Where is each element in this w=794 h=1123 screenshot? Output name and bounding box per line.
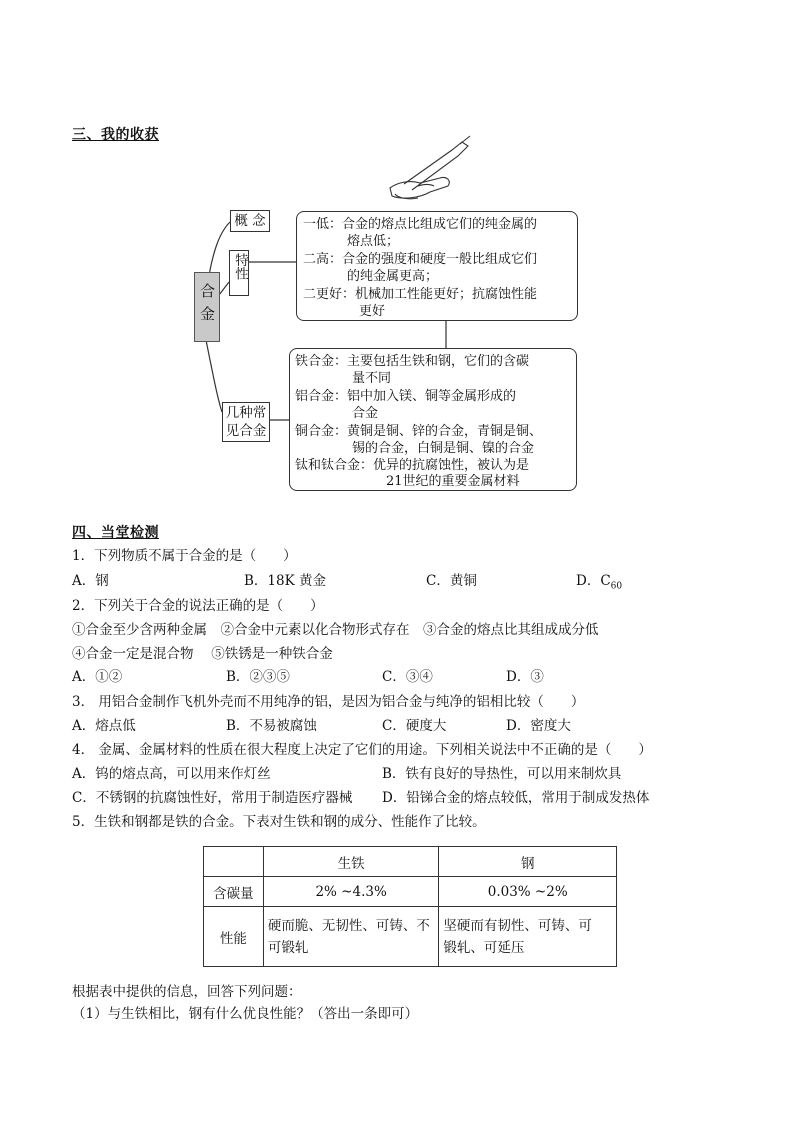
q1-option-c: C．黄铜 <box>426 573 477 589</box>
cell-steel-performance: 坚硬而有韧性、可铸、可 锻轧、可延压 <box>439 907 617 967</box>
root-node-alloy: 合金 <box>194 272 220 342</box>
q5-sub-question-1: （1）与生铁相比，钢有什么优良性能？（答出一条即可） <box>72 1006 419 1022</box>
q4-option-a: A．钨的熔点高，可以用来作灯丝 <box>72 766 271 782</box>
node-concept: 概 念 <box>230 210 270 232</box>
q1-option-b: B．18K 黄金 <box>244 573 326 589</box>
alloys-box <box>289 348 577 491</box>
cell-pig-carbon: 2% ~4.3% <box>263 877 439 907</box>
q2-statements-2: ④合金一定是混合物 ⑤铁锈是一种铁合金 <box>72 646 333 662</box>
cell-pig-performance: 硬而脆、无韧性、可铸、不 可锻轧 <box>263 907 439 967</box>
cell-steel-carbon: 0.03% ~2% <box>439 877 617 907</box>
question-3-stem: 3． 用铝合金制作飞机外壳而不用纯净的铝，是因为铝合金与纯净的铝相比较（ ） <box>72 694 585 710</box>
table-header-blank <box>204 847 264 877</box>
q4-option-b: B．铁有良好的导热性，可以用来制炊具 <box>382 766 622 782</box>
question-5-stem: 5．生铁和钢都是铁的合金。下表对生铁和钢的成分、性能作了比较。 <box>72 814 486 830</box>
alloy-copper-cont: 锡的合金，白铜是铜、镍的合金 <box>352 441 535 456</box>
node-common-alloys: 几种常见合金 <box>222 402 270 442</box>
q3-option-b: B．不易被腐蚀 <box>226 718 317 734</box>
q2-option-a: A．①② <box>72 669 123 685</box>
alloy-aluminum-cont: 合金 <box>352 406 379 421</box>
properties-box <box>296 211 578 321</box>
alloy-iron: 铁合金：主要包括生铁和钢，它们的含碳 <box>295 354 530 369</box>
question-4-stem: 4． 金属、金属材料的性质在很大程度上决定了它们的用途。下列相关说法中不正确的是（ ） <box>72 742 652 758</box>
q1-option-d: D．$C_{60}$ <box>576 573 623 592</box>
row-label-carbon: 含碳量 <box>204 877 264 907</box>
row-label-performance: 性能 <box>204 907 264 967</box>
property-better: 二更好：机械加工性能更好；抗腐蚀性能 <box>303 287 538 302</box>
property-low: 一低：合金的熔点比组成它们的纯金属的 <box>303 217 538 232</box>
question-2-stem: 2．下列关于合金的说法正确的是（ ） <box>72 598 324 614</box>
q3-option-c: C．硬度大 <box>382 718 447 734</box>
alloy-iron-cont: 量不同 <box>352 371 392 386</box>
property-low-cont: 熔点低； <box>347 234 400 249</box>
question-1-stem: 1．下列物质不属于合金的是（ ） <box>72 548 297 564</box>
node-property: 特性 <box>229 250 249 296</box>
table-header-steel: 钢 <box>439 847 617 877</box>
section-title-harvest: 三、我的收获 <box>72 127 159 143</box>
q1-option-a: A．钢 <box>72 573 109 589</box>
alloy-copper: 铜合金：黄铜是铜、锌的合金，青铜是铜、 <box>295 424 543 439</box>
property-better-cont: 更好 <box>359 304 386 319</box>
q2-statements-1: ①合金至少含两种金属 ②合金中元素以化合物形式存在 ③合金的熔点比其组成成分低 <box>72 622 599 638</box>
q2-option-b: B．②③⑤ <box>226 669 290 685</box>
table-header-row <box>204 847 617 877</box>
table-row <box>204 877 617 907</box>
alloy-titanium: 钛和钛合金：优异的抗腐蚀性，被认为是 <box>295 458 530 473</box>
q2-option-c: C．③④ <box>382 669 433 685</box>
q3-option-d: D．密度大 <box>506 718 571 734</box>
q2-option-d: D．③ <box>506 669 544 685</box>
property-high: 二高：合金的强度和硬度一般比组成它们 <box>303 252 538 267</box>
section-title-check: 四、当堂检测 <box>72 525 159 541</box>
table-header-pig-iron: 生铁 <box>263 847 439 877</box>
hand-writing-icon <box>390 136 470 199</box>
q3-option-a: A．熔点低 <box>72 718 136 734</box>
property-high-cont: 的纯金属更高； <box>347 269 439 284</box>
q4-option-c: C．不锈钢的抗腐蚀性好，常用于制造医疗器械 <box>72 790 353 806</box>
q5-follow-up: 根据表中提供的信息，回答下列问题： <box>72 984 302 1000</box>
alloy-titanium-cont: 21世纪的重要金属材料 <box>386 474 520 489</box>
table-row <box>204 907 617 967</box>
comparison-table <box>203 846 617 967</box>
q4-option-d: D．铅锑合金的熔点较低，常用于制成发热体 <box>382 790 650 806</box>
alloy-aluminum: 铝合金：铝中加入镁、铜等金属形成的 <box>295 389 517 404</box>
